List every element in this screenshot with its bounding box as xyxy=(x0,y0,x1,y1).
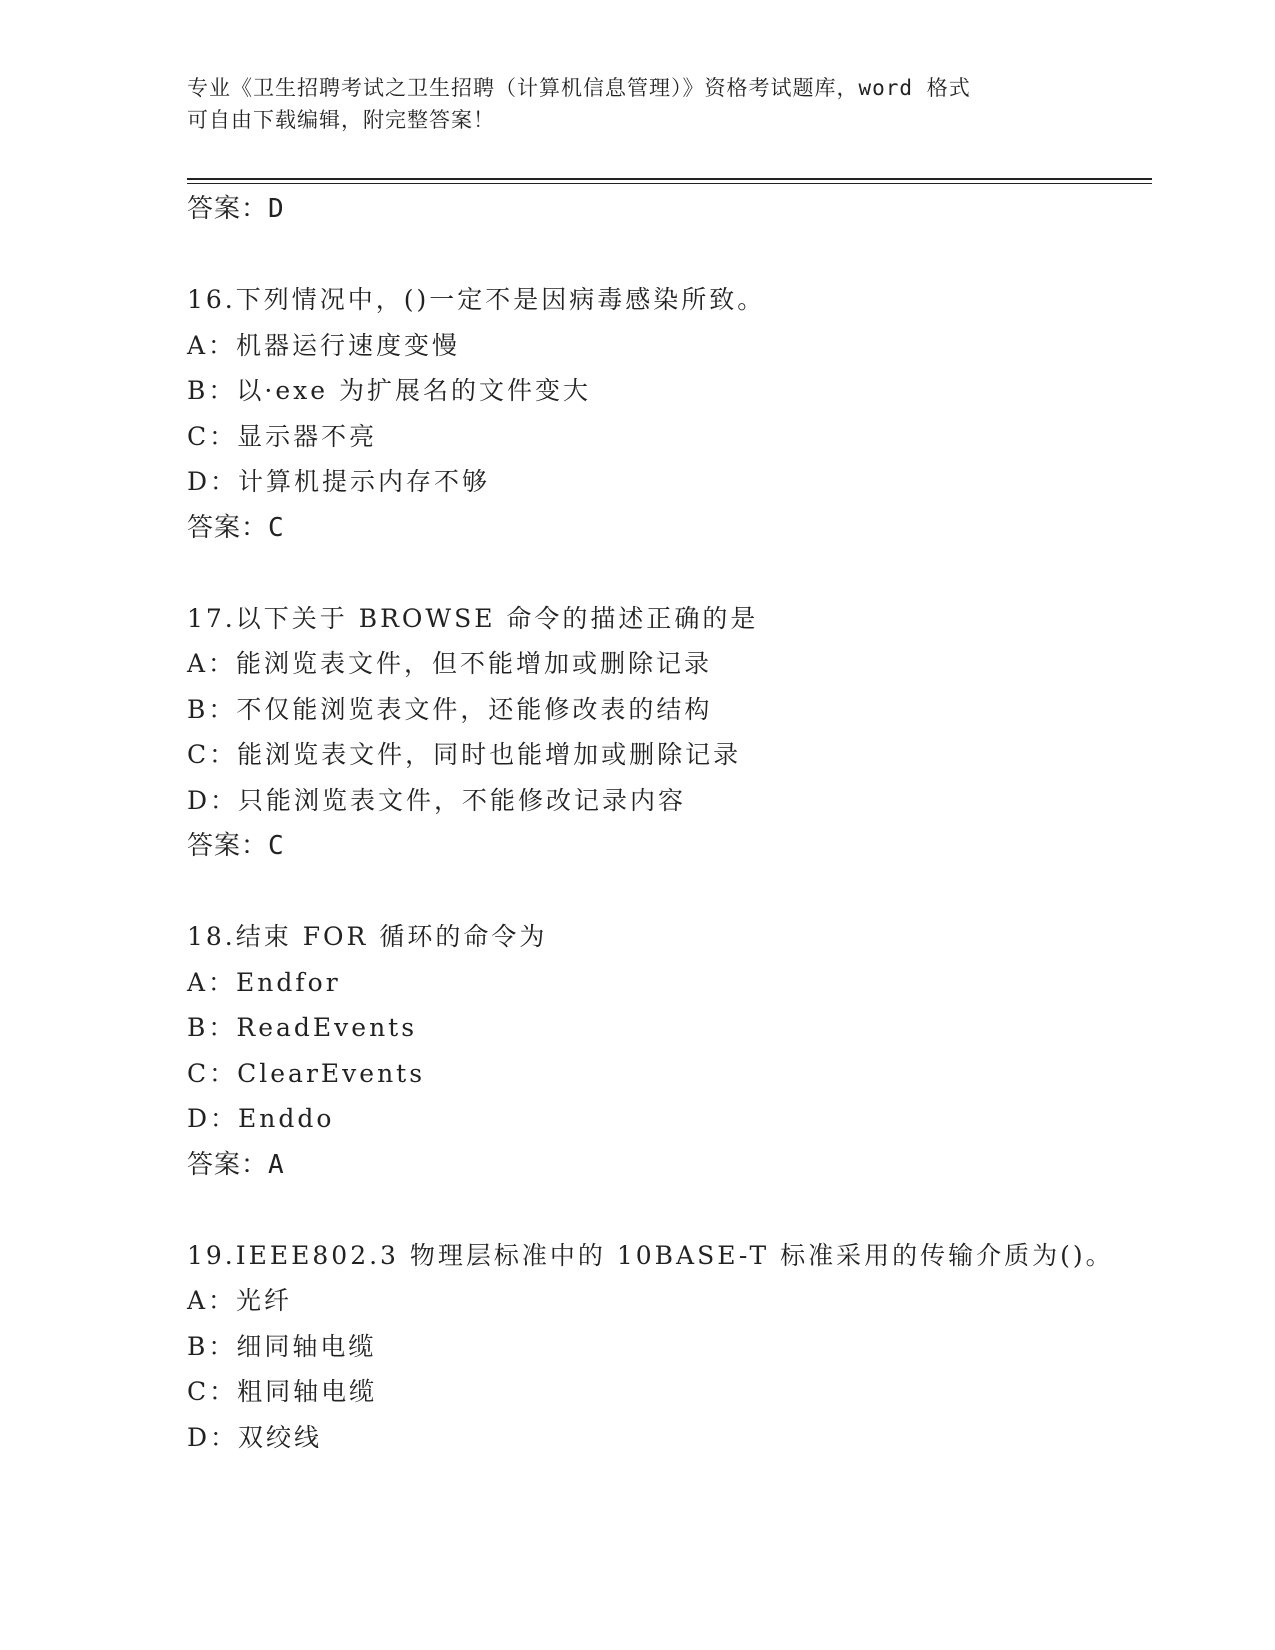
answer-line: 答案：C xyxy=(187,831,285,861)
option-d: D：Enddo xyxy=(187,1104,335,1133)
option-d: D：计算机提示内存不够 xyxy=(187,467,491,496)
document-header xyxy=(187,72,1087,136)
answer-line: 答案：D xyxy=(187,194,285,224)
question-stem: 16.下列情况中，()一定不是因病毒感染所致。 xyxy=(187,285,766,314)
question-block-19 xyxy=(187,1233,1147,1461)
spacer xyxy=(187,869,1147,914)
question-stem: 18.结束 FOR 循环的命令为 xyxy=(187,922,548,951)
option-c: C：显示器不亮 xyxy=(187,421,378,451)
option-a: A：能浏览表文件，但不能增加或删除记录 xyxy=(187,649,713,678)
option-c: C：ClearEvents xyxy=(187,1058,426,1088)
header-divider-thick xyxy=(187,178,1152,180)
question-stem: 17.以下关于 BROWSE 命令的描述正确的是 xyxy=(187,603,759,633)
header-line-1: 专业《卫生招聘考试之卫生招聘（计算机信息管理）》资格考试题库，word 格式 xyxy=(187,76,971,100)
option-b: B：不仅能浏览表文件，还能修改表的结构 xyxy=(187,694,713,724)
question-block-17 xyxy=(187,596,1147,870)
option-a: A：Endfor xyxy=(187,967,341,997)
option-b: B：细同轴电缆 xyxy=(187,1331,377,1361)
answer-line: 答案：C xyxy=(187,512,285,543)
option-b: B：以·exe 为扩展名的文件变大 xyxy=(187,376,591,405)
spacer xyxy=(187,551,1147,596)
option-c: C：粗同轴电缆 xyxy=(187,1377,378,1406)
header-line-2: 可自由下载编辑，附完整答案！ xyxy=(187,108,495,132)
answer-line: 答案：A xyxy=(187,1149,285,1180)
question-list xyxy=(187,186,1147,1460)
header-divider-thin xyxy=(187,183,1152,184)
question-block-16 xyxy=(187,277,1147,551)
option-a: A：光纤 xyxy=(187,1286,293,1315)
spacer xyxy=(187,232,1147,277)
option-b: B：ReadEvents xyxy=(187,1013,418,1042)
option-c: C：能浏览表文件，同时也能增加或删除记录 xyxy=(187,740,742,769)
option-d: D：只能浏览表文件，不能修改记录内容 xyxy=(187,785,687,815)
spacer xyxy=(187,1188,1147,1233)
option-a: A：机器运行速度变慢 xyxy=(187,330,461,360)
option-d: D：双绞线 xyxy=(187,1422,323,1452)
question-block-18 xyxy=(187,914,1147,1188)
question-stem: 19.IEEE802.3 物理层标准中的 10BASE-T 标准采用的传输介质为()。 xyxy=(187,1240,1114,1270)
